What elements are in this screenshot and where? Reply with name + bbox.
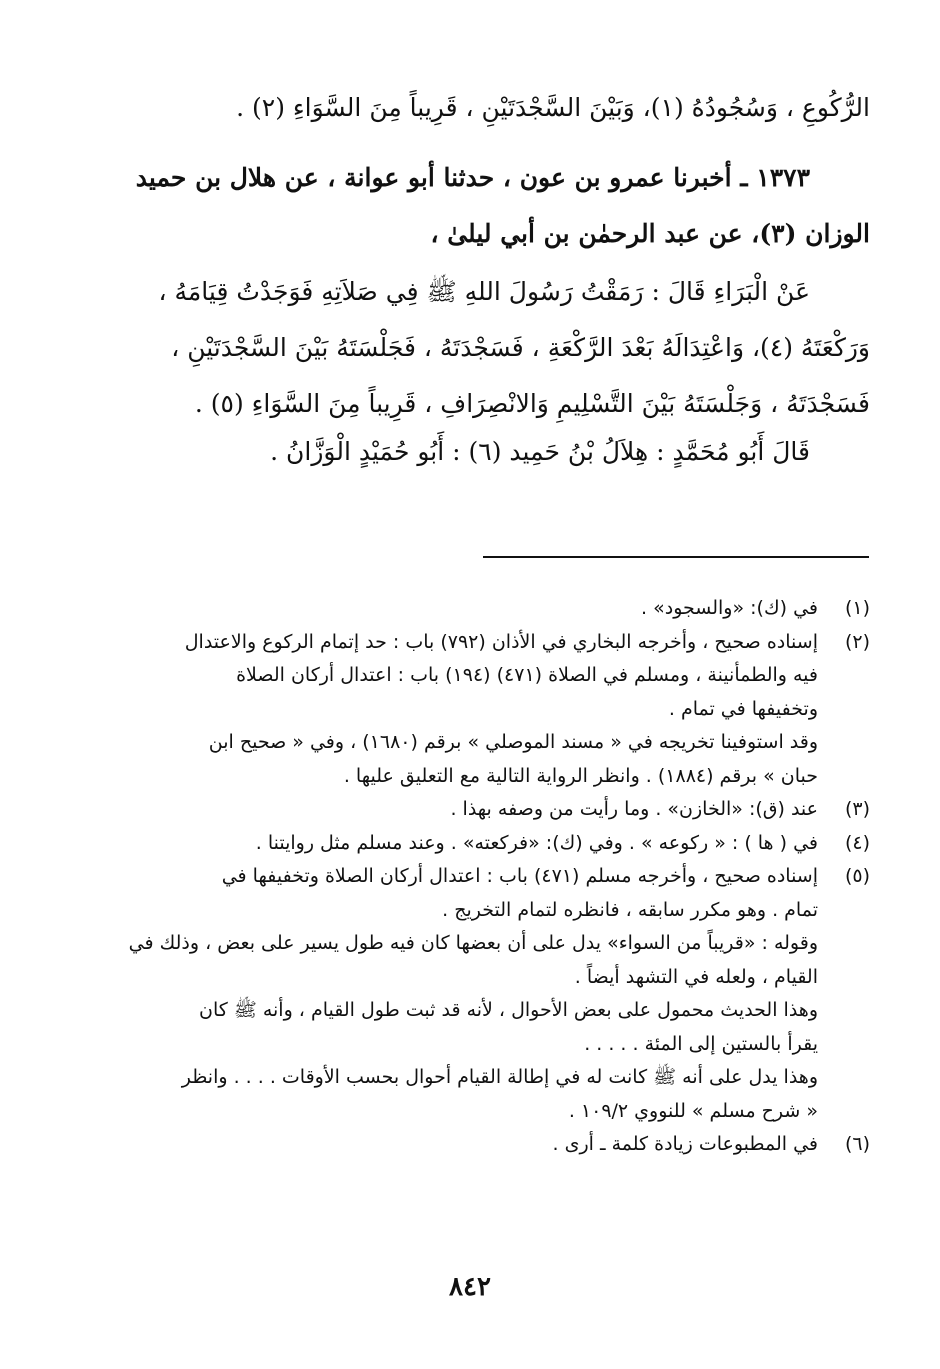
footnote-number: (٦) [844, 1133, 870, 1155]
hadith-1372-ending [70, 80, 870, 136]
footnote-number: (٣) [844, 798, 870, 820]
page-number: ٨٤٢ [449, 1272, 491, 1302]
footnotes [70, 592, 870, 1162]
footnote-line: عند (ق): «الخازن» . وما رأيت من وصفه بهذا . [450, 798, 818, 820]
text-line: فَسَجْدَتَهُ ، وَجَلْسَتَهُ بَيْنَ التَّسْلِيمِ وَالانْصِرَافِ ، قَرِيباً مِنَ السَّوَاءِ (٥) . [194, 389, 870, 418]
hadith-1373-isnad [70, 150, 870, 262]
footnote-line: « شرح مسلم » للنووي ١٠٩/٢ . [568, 1099, 818, 1122]
footnote-line: تمام . وهو مكرر سابقه ، فانظره لتمام التخريج . [442, 898, 818, 921]
footnote-divider [483, 556, 869, 558]
footnote-line: يقرأ بالستين إلى المئة . . . . . [584, 1032, 818, 1055]
text-line: ١٣٧٣ ـ أخبرنا عمرو بن عون ، حدثنا أبو عوانة ، عن هلال بن حميد [135, 163, 810, 192]
footnote-line: حبان » برقم (١٨٨٤) . وانظر الرواية التالية مع التعليق عليها . [343, 764, 818, 787]
footnote-1 [70, 592, 870, 626]
footnote-line: القيام ، ولعله في التشهد أيضاً . [574, 965, 818, 988]
footnote-line: فيه والطمأنينة ، ومسلم في الصلاة (٤٧١) (١٩٤) باب : اعتدال أركان الصلاة [236, 664, 818, 686]
footnote-2 [70, 626, 870, 794]
text-line: الوزان (٣)، عن عبد الرحمٰن بن أبي ليلىٰ ، [430, 219, 870, 248]
footnote-3 [70, 793, 870, 827]
footnote-number: (١) [844, 597, 870, 619]
author-comment [70, 424, 870, 480]
hadith-1373-matn [70, 264, 870, 432]
footnote-line: وقوله : «قريباً من السواء» يدل على أن بعضها كان فيه طول يسير على بعض ، وذلك في [128, 932, 818, 954]
footnote-number: (٤) [844, 831, 870, 854]
footnote-5 [70, 860, 870, 1128]
footnote-4 [70, 827, 870, 861]
footnote-line: وهذا يدل على أنه ﷺ كانت له في إطالة القيام أحوال بحسب الأوقات . . . . وانظر [181, 1066, 818, 1088]
footnote-line: في المطبوعات زيادة كلمة ـ أرى . [552, 1133, 818, 1155]
footnote-6 [70, 1128, 870, 1162]
footnote-number: (٢) [844, 630, 870, 653]
text-line: قَالَ أَبُو مُحَمَّدٍ : هِلاَلُ بْنُ حَمِيد (٦) : أَبُو حُمَيْدٍ الْوَزَّانُ . [270, 437, 810, 466]
footnote-line: وتخفيفها في تمام . [668, 697, 818, 720]
footnote-number: (٥) [844, 865, 870, 887]
footnote-line: إسناده صحيح ، وأخرجه مسلم (٤٧١) باب : اعتدال أركان الصلاة وتخفيفها في [221, 865, 818, 887]
text-line: عَنْ الْبَرَاءِ قَالَ : رَمَقْتُ رَسُولَ اللهِ ﷺ فِي صَلاَتِهِ فَوَجَدْتُ قِيَامَهُ ، [158, 277, 810, 306]
footnote-line: وقد استوفينا تخريجه في « مسند الموصلي » برقم (١٦٨٠) ، وفي « صحيح ابن [208, 731, 818, 753]
footnote-line: وهذا الحديث محمول على بعض الأحوال ، لأنه قد ثبت طول القيام ، وأنه ﷺ كان [199, 999, 818, 1021]
footnote-line: في (ك): «والسجود» . [641, 597, 818, 619]
text-line: وَرَكْعَتَهُ (٤)، وَاعْتِدَالَهُ بَعْدَ الرَّكْعَةِ ، فَسَجْدَتَهُ ، فَجَلْسَتَهُ بَيْنَ السَّجْدَتَيْنِ ، [171, 333, 870, 362]
text-line: الرُّكُوعِ ، وَسُجُودُهُ (١)، وَبَيْنَ السَّجْدَتَيْنِ ، قَرِيباً مِنَ السَّوَاءِ (٢) . [236, 93, 870, 122]
footnote-line: إسناده صحيح ، وأخرجه البخاري في الأذان (٧٩٢) باب : حد إتمام الركوع والاعتدال [184, 630, 818, 653]
footnote-line: في ( ها ) : « ركوعه » . وفي (ك): «فركعته» . وعند مسلم مثل روايتنا . [255, 831, 818, 854]
